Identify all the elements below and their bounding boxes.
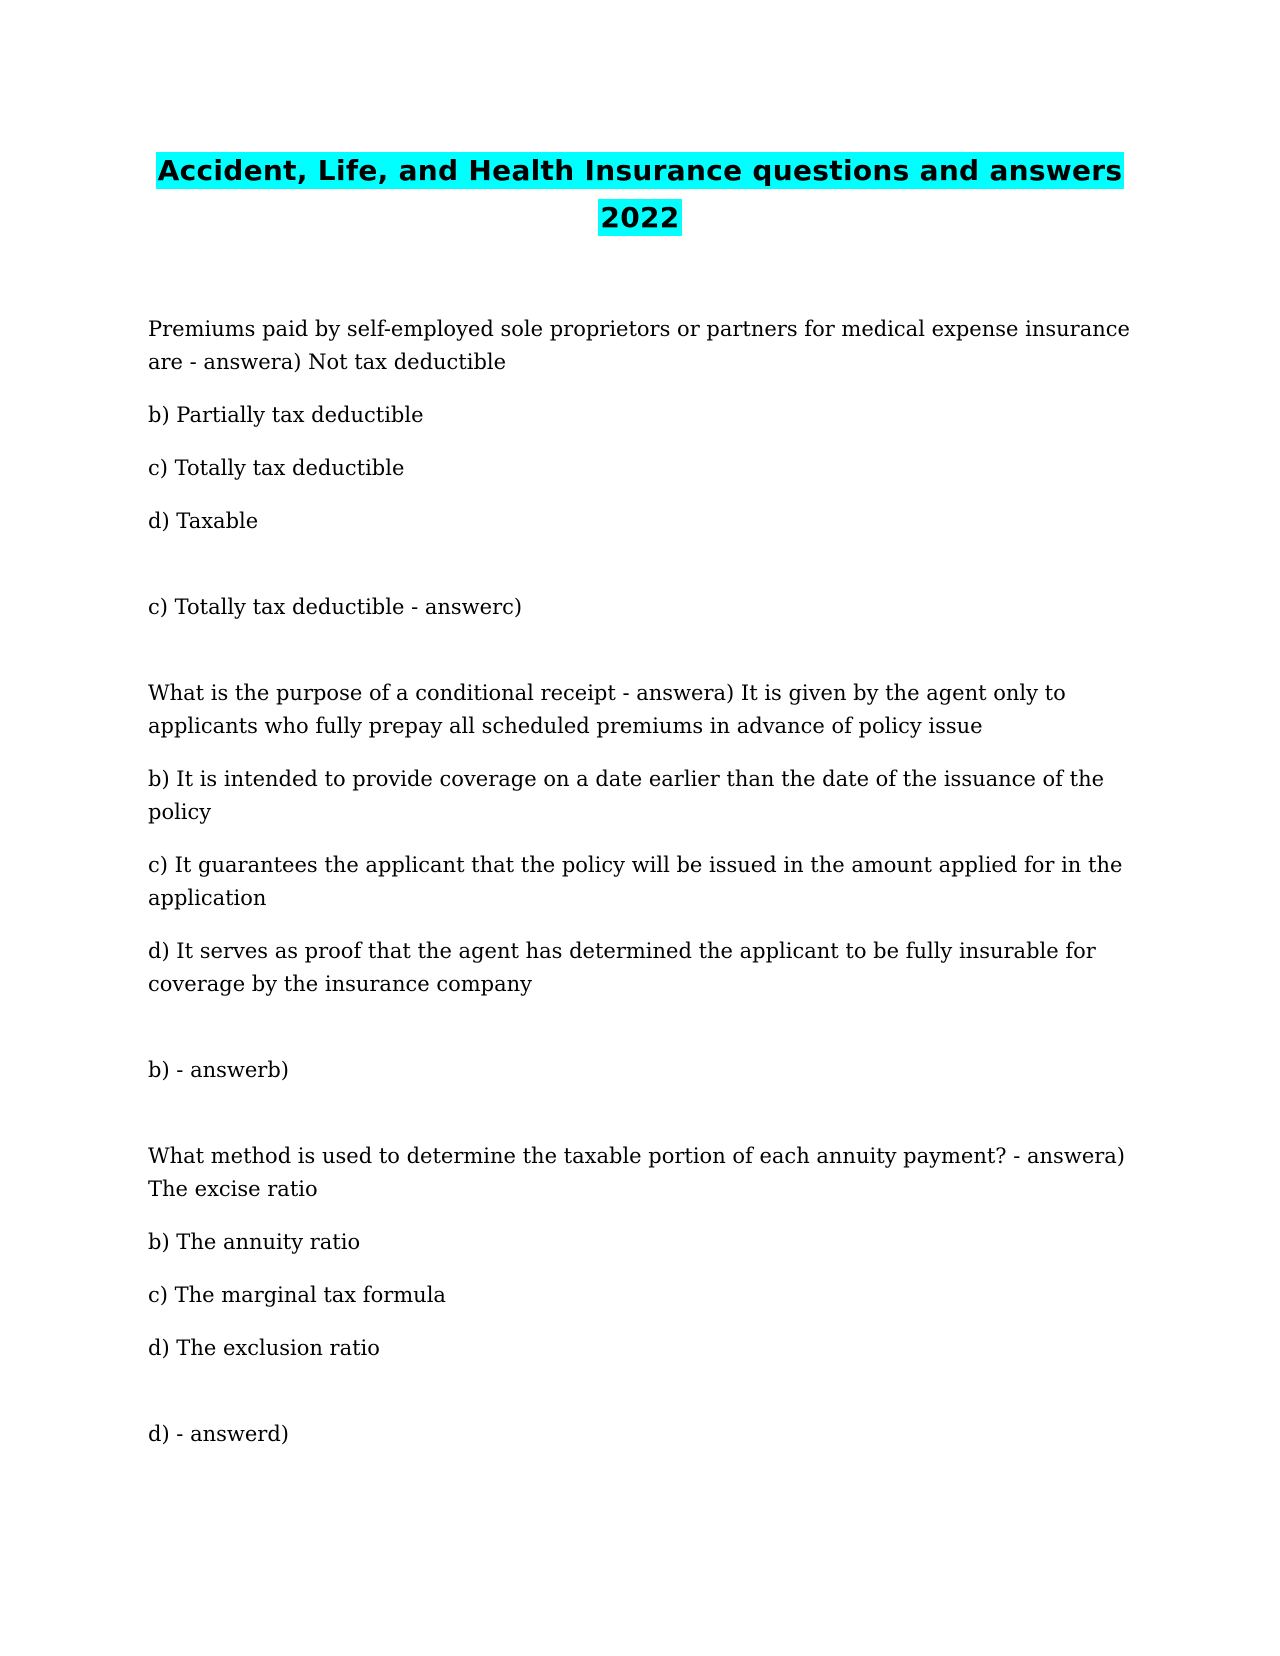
question-3-option-c: c) The marginal tax formula <box>148 1283 446 1307</box>
question-3-option-b: b) The annuity ratio <box>148 1230 361 1254</box>
question-1-answer: c) Totally tax deductible - answerc) <box>148 595 523 619</box>
question-2-answer: b) - answerb) <box>148 1058 289 1082</box>
question-1-stem: Premiums paid by self-employed sole proprietors or partners for medical expense insurance are - answera) Not tax deductible <box>148 317 1130 374</box>
document-body <box>148 313 1138 1471</box>
question-1-option-b: b) Partially tax deductible <box>148 403 424 427</box>
question-3-option-d: d) The exclusion ratio <box>148 1336 380 1360</box>
question-2-option-b: b) It is intended to provide coverage on a date earlier than the date of the issuance of the policy <box>148 767 1105 824</box>
question-2-stem: What is the purpose of a conditional receipt - answera) It is given by the agent only to applicants who fully prepay all scheduled premiums in advance of policy issue <box>148 681 1066 738</box>
question-1-option-c: c) Totally tax deductible <box>148 456 405 480</box>
question-2-option-d: d) It serves as proof that the agent has determined the applicant to be fully insurable for coverage by the insurance company <box>148 939 1096 996</box>
question-3-stem: What method is used to determine the taxable portion of each annuity payment? - answera) The excise ratio <box>148 1144 1125 1201</box>
title-line-2: 2022 <box>600 201 680 234</box>
title-line-1: Accident, Life, and Health Insurance questions and answers <box>157 154 1123 187</box>
document-title <box>0 147 1280 241</box>
question-2-option-c: c) It guarantees the applicant that the policy will be issued in the amount applied for in the application <box>148 853 1123 910</box>
question-1-option-d: d) Taxable <box>148 509 259 533</box>
question-3-answer: d) - answerd) <box>148 1422 289 1446</box>
